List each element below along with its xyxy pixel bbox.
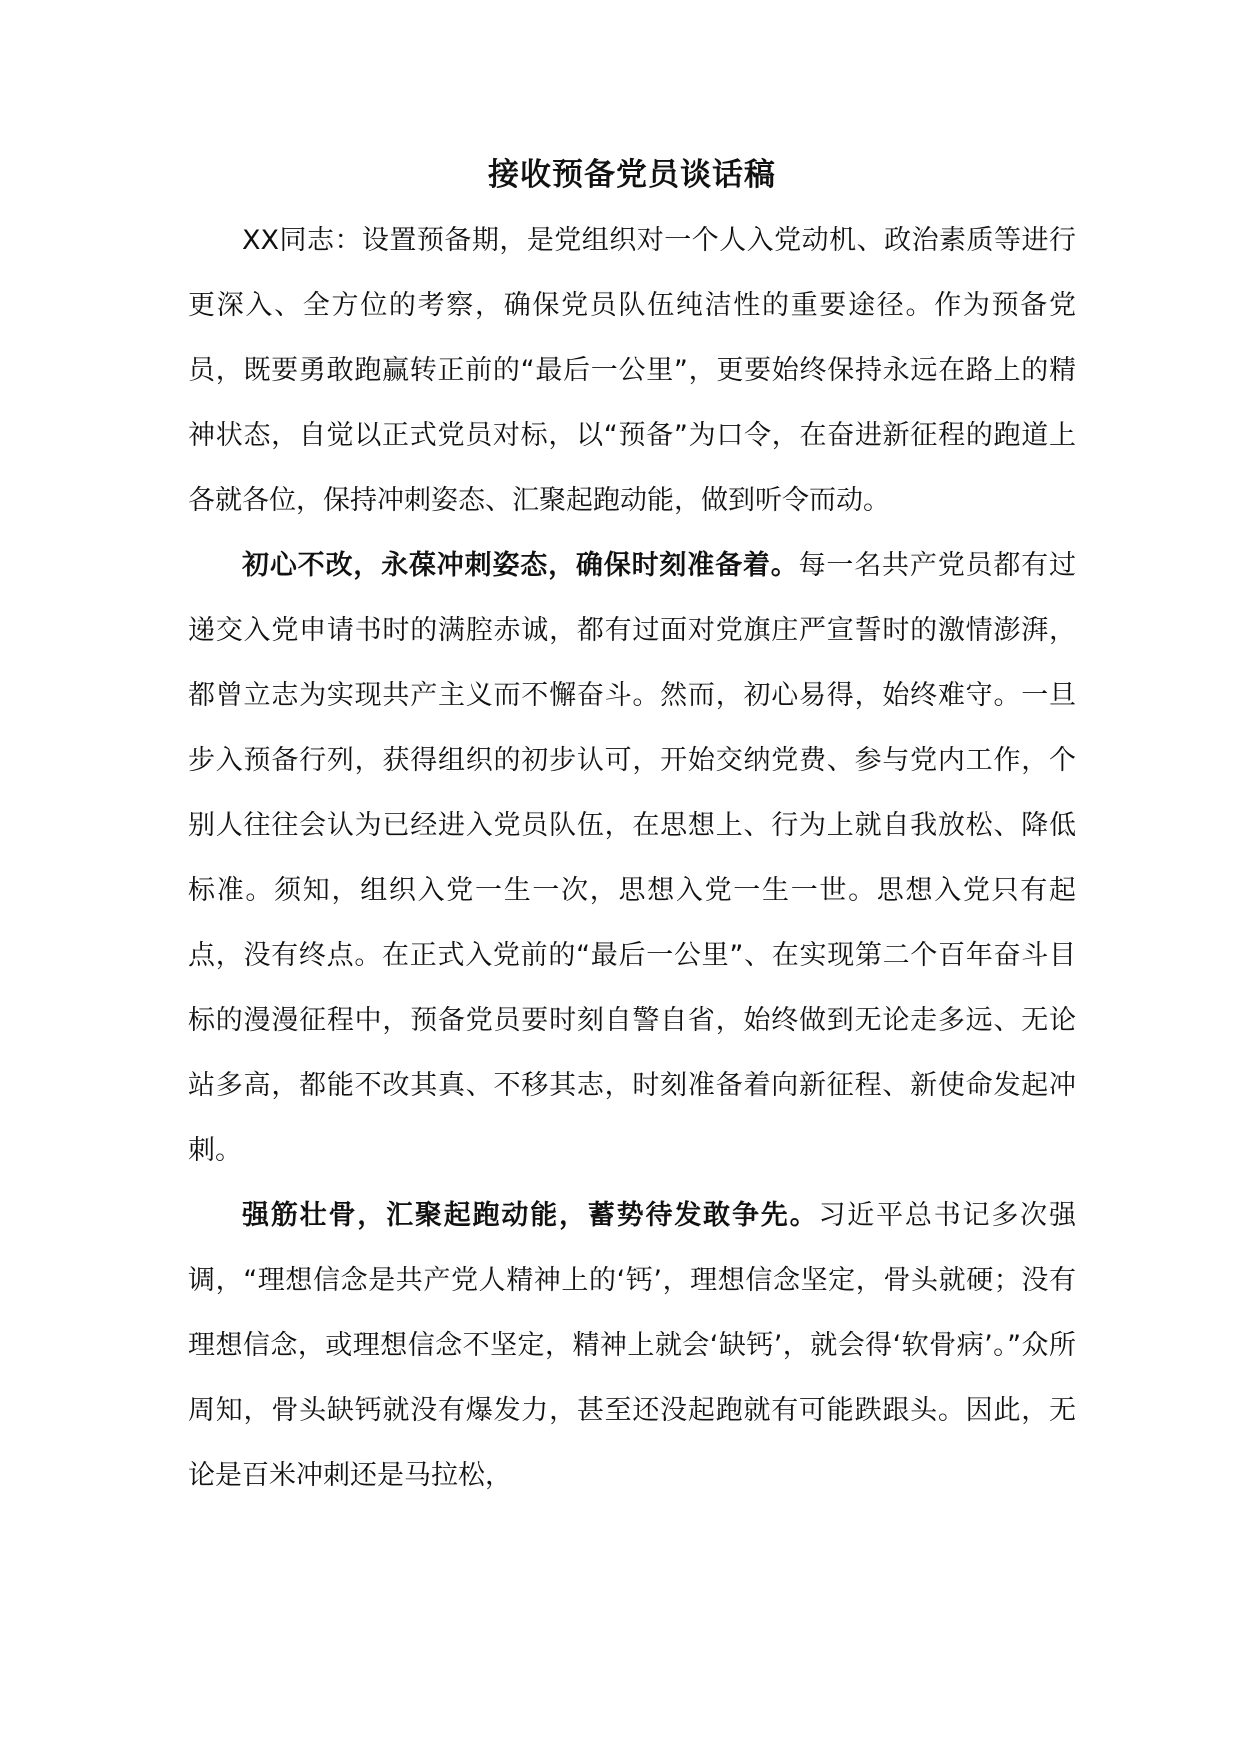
paragraph-section-1 xyxy=(188,533,1076,1183)
document-title: 接收预备党员谈话稿 xyxy=(488,157,776,193)
paragraph-text: 每一名共产党员都有过递交入党申请书时的满腔赤诚，都有过面对党旗庄严宣誓时的激情澎湃，都曾立志为实现共产主义而不懈奋斗。然而，初心易得，始终难守。一旦步入预备行列，获得组织的初步认可，开始交纳党费、参与党内工作，个别人往往会认为已经进入党员队伍，在思想上、行为上就自我放松、降低标准。须知，组织入党一生一次，思想入党一生一世。思想入党只有起点，没有终点。在正式入党前的“最后一公里”、在实现第二个百年奋斗目标的漫漫征程中，预备党员要时刻自警自省，始终做到无论走多远、无论站多高，都能不改其真、不移其志，时刻准备着向新征程、新使命发起冲刺。 xyxy=(188,550,1077,1166)
paragraph-section-2 xyxy=(188,1183,1076,1508)
paragraph-lead: 初心不改，永葆冲刺姿态，确保时刻准备着。 xyxy=(242,550,799,581)
paragraph-text: XX同志：设置预备期，是党组织对一个人入党动机、政治素质等进行更深入、全方位的考察，确保党员队伍纯洁性的重要途径。作为预备党员，既要勇敢跑赢转正前的“最后一公里”，更要始终保持永远在路上的精神状态，自觉以正式党员对标，以“预备”为口令，在奋进新征程的跑道上各就各位，保持冲刺姿态、汇聚起跑动能，做到听令而动。 xyxy=(188,225,1076,516)
paragraph-intro xyxy=(188,208,1076,533)
paragraph-lead: 强筋壮骨，汇聚起跑动能，蓄势待发敢争先。 xyxy=(242,1200,819,1231)
document-page xyxy=(188,150,1076,1508)
paragraph-text: 习近平总书记多次强调，“理想信念是共产党人精神上的‘钙’，理想信念坚定，骨头就硬；没有理想信念，或理想信念不坚定，精神上就会‘缺钙’，就会得‘软骨病’。”众所周知，骨头缺钙就没有爆发力，甚至还没起跑就有可能跌跟头。因此，无论是百米冲刺还是马拉松， xyxy=(188,1200,1077,1491)
